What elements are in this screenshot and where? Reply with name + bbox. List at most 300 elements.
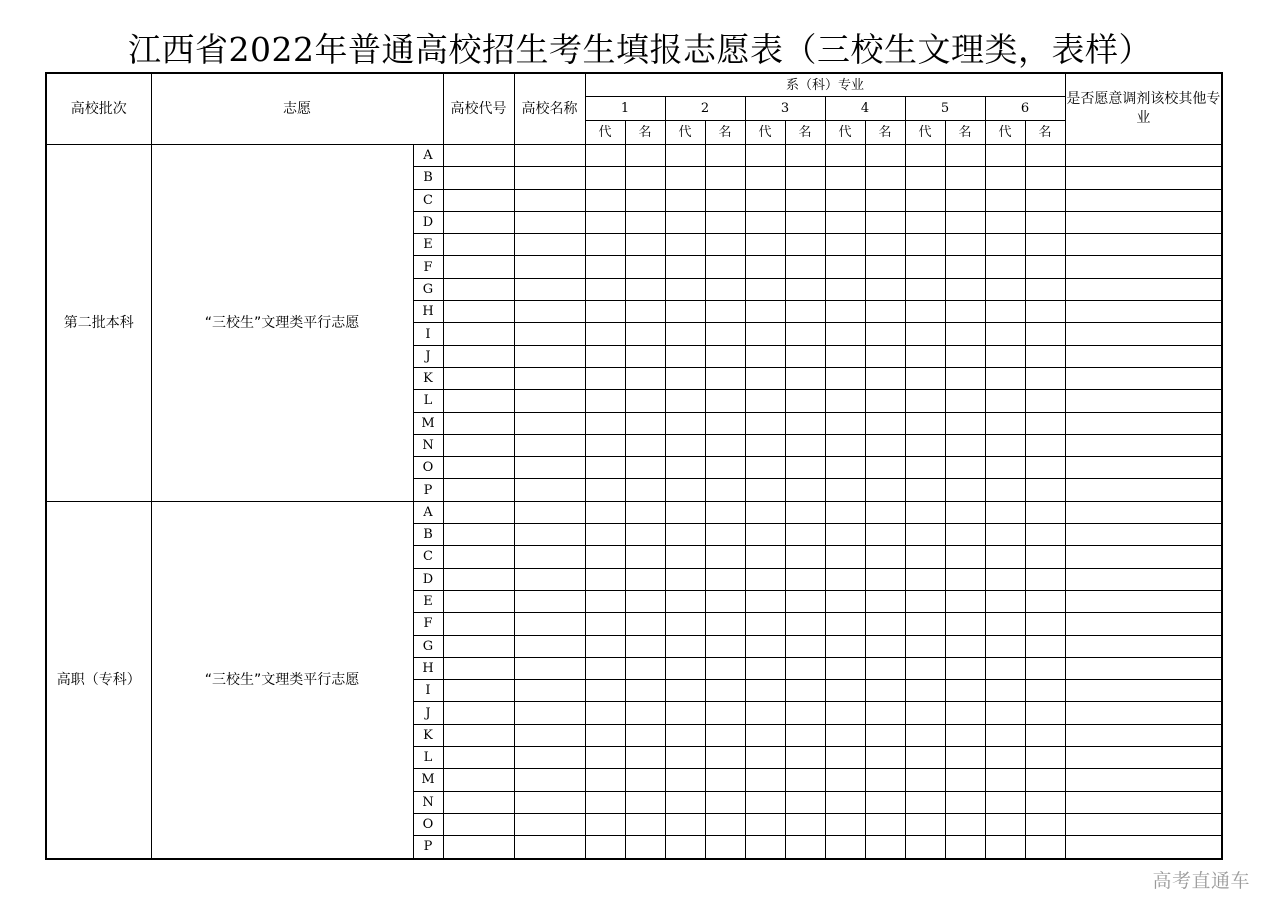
- major-name-cell[interactable]: [1025, 189, 1065, 211]
- major-name-cell[interactable]: [785, 457, 825, 479]
- major-code-cell[interactable]: [585, 167, 625, 189]
- major-code-cell[interactable]: [745, 412, 785, 434]
- major-code-cell[interactable]: [585, 724, 625, 746]
- major-name-cell[interactable]: [625, 145, 665, 167]
- major-code-cell[interactable]: [905, 680, 945, 702]
- major-name-cell[interactable]: [1025, 501, 1065, 523]
- major-code-cell[interactable]: [825, 590, 865, 612]
- major-code-cell[interactable]: [745, 613, 785, 635]
- major-name-cell[interactable]: [865, 278, 905, 300]
- school-code-cell[interactable]: [443, 434, 514, 456]
- major-name-cell[interactable]: [1025, 323, 1065, 345]
- school-name-cell[interactable]: [514, 457, 585, 479]
- major-name-cell[interactable]: [785, 479, 825, 501]
- school-code-cell[interactable]: [443, 390, 514, 412]
- major-name-cell[interactable]: [625, 813, 665, 835]
- major-name-cell[interactable]: [625, 635, 665, 657]
- major-code-cell[interactable]: [985, 256, 1025, 278]
- major-code-cell[interactable]: [665, 769, 705, 791]
- school-name-cell[interactable]: [514, 367, 585, 389]
- major-name-cell[interactable]: [945, 189, 985, 211]
- major-name-cell[interactable]: [625, 546, 665, 568]
- major-name-cell[interactable]: [945, 345, 985, 367]
- major-name-cell[interactable]: [945, 234, 985, 256]
- major-code-cell[interactable]: [585, 813, 625, 835]
- major-name-cell[interactable]: [1025, 546, 1065, 568]
- major-code-cell[interactable]: [665, 613, 705, 635]
- major-code-cell[interactable]: [905, 769, 945, 791]
- major-code-cell[interactable]: [905, 412, 945, 434]
- major-name-cell[interactable]: [945, 211, 985, 233]
- major-name-cell[interactable]: [865, 524, 905, 546]
- major-name-cell[interactable]: [865, 613, 905, 635]
- major-code-cell[interactable]: [585, 680, 625, 702]
- major-code-cell[interactable]: [585, 345, 625, 367]
- major-name-cell[interactable]: [945, 657, 985, 679]
- major-code-cell[interactable]: [985, 568, 1025, 590]
- major-name-cell[interactable]: [1025, 524, 1065, 546]
- major-name-cell[interactable]: [705, 501, 745, 523]
- major-name-cell[interactable]: [705, 568, 745, 590]
- major-code-cell[interactable]: [745, 301, 785, 323]
- major-name-cell[interactable]: [1025, 367, 1065, 389]
- major-name-cell[interactable]: [705, 657, 745, 679]
- major-name-cell[interactable]: [1025, 613, 1065, 635]
- school-code-cell[interactable]: [443, 724, 514, 746]
- major-code-cell[interactable]: [905, 836, 945, 859]
- major-code-cell[interactable]: [585, 434, 625, 456]
- major-name-cell[interactable]: [945, 390, 985, 412]
- major-name-cell[interactable]: [785, 390, 825, 412]
- major-code-cell[interactable]: [665, 813, 705, 835]
- major-code-cell[interactable]: [985, 479, 1025, 501]
- school-name-cell[interactable]: [514, 167, 585, 189]
- major-name-cell[interactable]: [705, 412, 745, 434]
- major-name-cell[interactable]: [1025, 145, 1065, 167]
- major-code-cell[interactable]: [985, 145, 1025, 167]
- adjust-cell[interactable]: [1065, 747, 1222, 769]
- major-name-cell[interactable]: [785, 568, 825, 590]
- major-code-cell[interactable]: [665, 680, 705, 702]
- major-name-cell[interactable]: [705, 724, 745, 746]
- major-name-cell[interactable]: [705, 234, 745, 256]
- major-code-cell[interactable]: [985, 590, 1025, 612]
- major-name-cell[interactable]: [705, 167, 745, 189]
- major-name-cell[interactable]: [785, 613, 825, 635]
- major-code-cell[interactable]: [745, 256, 785, 278]
- major-code-cell[interactable]: [585, 412, 625, 434]
- major-name-cell[interactable]: [945, 479, 985, 501]
- school-code-cell[interactable]: [443, 680, 514, 702]
- major-code-cell[interactable]: [985, 301, 1025, 323]
- school-name-cell[interactable]: [514, 323, 585, 345]
- major-code-cell[interactable]: [585, 613, 625, 635]
- adjust-cell[interactable]: [1065, 702, 1222, 724]
- major-name-cell[interactable]: [865, 702, 905, 724]
- major-name-cell[interactable]: [945, 434, 985, 456]
- major-name-cell[interactable]: [945, 568, 985, 590]
- major-code-cell[interactable]: [825, 145, 865, 167]
- major-code-cell[interactable]: [745, 434, 785, 456]
- major-name-cell[interactable]: [625, 702, 665, 724]
- major-name-cell[interactable]: [785, 546, 825, 568]
- major-name-cell[interactable]: [625, 301, 665, 323]
- major-name-cell[interactable]: [865, 145, 905, 167]
- major-code-cell[interactable]: [825, 234, 865, 256]
- major-code-cell[interactable]: [585, 568, 625, 590]
- major-code-cell[interactable]: [905, 657, 945, 679]
- major-name-cell[interactable]: [785, 367, 825, 389]
- major-code-cell[interactable]: [665, 457, 705, 479]
- major-name-cell[interactable]: [625, 390, 665, 412]
- major-name-cell[interactable]: [625, 434, 665, 456]
- major-name-cell[interactable]: [1025, 680, 1065, 702]
- major-name-cell[interactable]: [705, 256, 745, 278]
- major-name-cell[interactable]: [865, 747, 905, 769]
- major-code-cell[interactable]: [905, 367, 945, 389]
- major-code-cell[interactable]: [585, 590, 625, 612]
- major-name-cell[interactable]: [945, 590, 985, 612]
- major-code-cell[interactable]: [665, 590, 705, 612]
- major-name-cell[interactable]: [865, 590, 905, 612]
- major-code-cell[interactable]: [665, 189, 705, 211]
- school-code-cell[interactable]: [443, 813, 514, 835]
- major-name-cell[interactable]: [625, 211, 665, 233]
- adjust-cell[interactable]: [1065, 791, 1222, 813]
- school-code-cell[interactable]: [443, 702, 514, 724]
- major-code-cell[interactable]: [985, 657, 1025, 679]
- major-name-cell[interactable]: [785, 434, 825, 456]
- major-code-cell[interactable]: [745, 189, 785, 211]
- major-name-cell[interactable]: [945, 167, 985, 189]
- school-code-cell[interactable]: [443, 189, 514, 211]
- major-code-cell[interactable]: [825, 724, 865, 746]
- major-name-cell[interactable]: [1025, 412, 1065, 434]
- major-name-cell[interactable]: [945, 256, 985, 278]
- major-code-cell[interactable]: [665, 546, 705, 568]
- school-name-cell[interactable]: [514, 501, 585, 523]
- major-code-cell[interactable]: [585, 457, 625, 479]
- major-code-cell[interactable]: [825, 813, 865, 835]
- major-name-cell[interactable]: [865, 501, 905, 523]
- major-code-cell[interactable]: [905, 791, 945, 813]
- major-code-cell[interactable]: [745, 813, 785, 835]
- major-code-cell[interactable]: [985, 278, 1025, 300]
- major-name-cell[interactable]: [945, 145, 985, 167]
- major-name-cell[interactable]: [785, 680, 825, 702]
- major-code-cell[interactable]: [985, 635, 1025, 657]
- major-code-cell[interactable]: [905, 702, 945, 724]
- major-name-cell[interactable]: [705, 747, 745, 769]
- school-name-cell[interactable]: [514, 256, 585, 278]
- major-code-cell[interactable]: [905, 457, 945, 479]
- school-code-cell[interactable]: [443, 613, 514, 635]
- major-name-cell[interactable]: [705, 211, 745, 233]
- major-name-cell[interactable]: [625, 412, 665, 434]
- major-name-cell[interactable]: [625, 323, 665, 345]
- adjust-cell[interactable]: [1065, 278, 1222, 300]
- major-code-cell[interactable]: [825, 613, 865, 635]
- major-name-cell[interactable]: [625, 189, 665, 211]
- school-code-cell[interactable]: [443, 367, 514, 389]
- major-code-cell[interactable]: [585, 747, 625, 769]
- major-name-cell[interactable]: [785, 501, 825, 523]
- major-name-cell[interactable]: [865, 345, 905, 367]
- major-code-cell[interactable]: [985, 501, 1025, 523]
- major-code-cell[interactable]: [985, 367, 1025, 389]
- school-code-cell[interactable]: [443, 479, 514, 501]
- school-name-cell[interactable]: [514, 813, 585, 835]
- major-code-cell[interactable]: [985, 189, 1025, 211]
- major-code-cell[interactable]: [985, 390, 1025, 412]
- major-code-cell[interactable]: [905, 747, 945, 769]
- major-name-cell[interactable]: [625, 568, 665, 590]
- major-code-cell[interactable]: [825, 367, 865, 389]
- major-name-cell[interactable]: [865, 167, 905, 189]
- major-name-cell[interactable]: [865, 568, 905, 590]
- major-name-cell[interactable]: [945, 836, 985, 859]
- major-code-cell[interactable]: [585, 390, 625, 412]
- major-code-cell[interactable]: [585, 836, 625, 859]
- major-name-cell[interactable]: [625, 791, 665, 813]
- major-name-cell[interactable]: [945, 680, 985, 702]
- school-name-cell[interactable]: [514, 657, 585, 679]
- major-name-cell[interactable]: [865, 680, 905, 702]
- major-code-cell[interactable]: [745, 234, 785, 256]
- adjust-cell[interactable]: [1065, 167, 1222, 189]
- school-code-cell[interactable]: [443, 524, 514, 546]
- major-code-cell[interactable]: [905, 590, 945, 612]
- school-name-cell[interactable]: [514, 680, 585, 702]
- major-code-cell[interactable]: [745, 501, 785, 523]
- major-name-cell[interactable]: [1025, 256, 1065, 278]
- major-code-cell[interactable]: [745, 390, 785, 412]
- major-name-cell[interactable]: [865, 813, 905, 835]
- school-name-cell[interactable]: [514, 234, 585, 256]
- major-code-cell[interactable]: [585, 189, 625, 211]
- major-code-cell[interactable]: [665, 791, 705, 813]
- major-name-cell[interactable]: [785, 657, 825, 679]
- major-code-cell[interactable]: [745, 546, 785, 568]
- major-code-cell[interactable]: [985, 546, 1025, 568]
- adjust-cell[interactable]: [1065, 590, 1222, 612]
- major-code-cell[interactable]: [825, 412, 865, 434]
- major-name-cell[interactable]: [945, 367, 985, 389]
- adjust-cell[interactable]: [1065, 501, 1222, 523]
- school-name-cell[interactable]: [514, 189, 585, 211]
- major-code-cell[interactable]: [585, 234, 625, 256]
- major-name-cell[interactable]: [625, 657, 665, 679]
- major-name-cell[interactable]: [785, 836, 825, 859]
- major-name-cell[interactable]: [865, 434, 905, 456]
- major-name-cell[interactable]: [785, 323, 825, 345]
- major-code-cell[interactable]: [745, 367, 785, 389]
- major-code-cell[interactable]: [985, 680, 1025, 702]
- major-code-cell[interactable]: [985, 791, 1025, 813]
- school-code-cell[interactable]: [443, 278, 514, 300]
- major-name-cell[interactable]: [705, 189, 745, 211]
- major-code-cell[interactable]: [905, 501, 945, 523]
- major-code-cell[interactable]: [745, 211, 785, 233]
- major-name-cell[interactable]: [785, 635, 825, 657]
- major-name-cell[interactable]: [625, 234, 665, 256]
- major-name-cell[interactable]: [865, 546, 905, 568]
- major-name-cell[interactable]: [945, 613, 985, 635]
- school-code-cell[interactable]: [443, 657, 514, 679]
- adjust-cell[interactable]: [1065, 769, 1222, 791]
- major-code-cell[interactable]: [905, 256, 945, 278]
- adjust-cell[interactable]: [1065, 657, 1222, 679]
- major-code-cell[interactable]: [665, 367, 705, 389]
- major-name-cell[interactable]: [1025, 234, 1065, 256]
- major-name-cell[interactable]: [785, 747, 825, 769]
- school-code-cell[interactable]: [443, 234, 514, 256]
- major-name-cell[interactable]: [785, 724, 825, 746]
- adjust-cell[interactable]: [1065, 613, 1222, 635]
- major-name-cell[interactable]: [625, 278, 665, 300]
- major-code-cell[interactable]: [905, 546, 945, 568]
- major-code-cell[interactable]: [665, 390, 705, 412]
- major-name-cell[interactable]: [945, 323, 985, 345]
- major-code-cell[interactable]: [825, 479, 865, 501]
- major-code-cell[interactable]: [985, 434, 1025, 456]
- major-code-cell[interactable]: [745, 769, 785, 791]
- major-code-cell[interactable]: [985, 524, 1025, 546]
- major-code-cell[interactable]: [825, 167, 865, 189]
- major-name-cell[interactable]: [945, 412, 985, 434]
- major-name-cell[interactable]: [625, 524, 665, 546]
- major-name-cell[interactable]: [705, 613, 745, 635]
- major-code-cell[interactable]: [585, 702, 625, 724]
- major-code-cell[interactable]: [985, 769, 1025, 791]
- school-code-cell[interactable]: [443, 635, 514, 657]
- major-code-cell[interactable]: [745, 278, 785, 300]
- major-name-cell[interactable]: [945, 546, 985, 568]
- school-name-cell[interactable]: [514, 479, 585, 501]
- school-name-cell[interactable]: [514, 702, 585, 724]
- school-code-cell[interactable]: [443, 145, 514, 167]
- major-code-cell[interactable]: [665, 256, 705, 278]
- major-code-cell[interactable]: [665, 412, 705, 434]
- major-name-cell[interactable]: [625, 501, 665, 523]
- major-name-cell[interactable]: [865, 367, 905, 389]
- major-code-cell[interactable]: [585, 501, 625, 523]
- major-code-cell[interactable]: [585, 657, 625, 679]
- major-name-cell[interactable]: [1025, 836, 1065, 859]
- major-code-cell[interactable]: [825, 657, 865, 679]
- major-name-cell[interactable]: [625, 345, 665, 367]
- adjust-cell[interactable]: [1065, 680, 1222, 702]
- major-name-cell[interactable]: [945, 791, 985, 813]
- major-name-cell[interactable]: [1025, 657, 1065, 679]
- school-code-cell[interactable]: [443, 457, 514, 479]
- major-code-cell[interactable]: [745, 479, 785, 501]
- school-name-cell[interactable]: [514, 145, 585, 167]
- major-code-cell[interactable]: [585, 145, 625, 167]
- major-name-cell[interactable]: [785, 145, 825, 167]
- major-name-cell[interactable]: [785, 412, 825, 434]
- major-code-cell[interactable]: [745, 791, 785, 813]
- major-code-cell[interactable]: [905, 323, 945, 345]
- major-code-cell[interactable]: [665, 501, 705, 523]
- adjust-cell[interactable]: [1065, 345, 1222, 367]
- major-code-cell[interactable]: [745, 635, 785, 657]
- major-name-cell[interactable]: [785, 524, 825, 546]
- major-name-cell[interactable]: [1025, 167, 1065, 189]
- adjust-cell[interactable]: [1065, 635, 1222, 657]
- major-code-cell[interactable]: [585, 479, 625, 501]
- major-name-cell[interactable]: [1025, 813, 1065, 835]
- major-code-cell[interactable]: [665, 702, 705, 724]
- major-code-cell[interactable]: [985, 457, 1025, 479]
- school-code-cell[interactable]: [443, 568, 514, 590]
- major-code-cell[interactable]: [985, 724, 1025, 746]
- school-name-cell[interactable]: [514, 836, 585, 859]
- school-code-cell[interactable]: [443, 167, 514, 189]
- major-name-cell[interactable]: [625, 613, 665, 635]
- major-name-cell[interactable]: [945, 747, 985, 769]
- adjust-cell[interactable]: [1065, 836, 1222, 859]
- major-name-cell[interactable]: [705, 457, 745, 479]
- major-name-cell[interactable]: [705, 635, 745, 657]
- school-name-cell[interactable]: [514, 524, 585, 546]
- major-name-cell[interactable]: [865, 791, 905, 813]
- major-name-cell[interactable]: [945, 813, 985, 835]
- major-code-cell[interactable]: [825, 769, 865, 791]
- major-name-cell[interactable]: [785, 345, 825, 367]
- adjust-cell[interactable]: [1065, 189, 1222, 211]
- major-name-cell[interactable]: [945, 278, 985, 300]
- major-name-cell[interactable]: [945, 301, 985, 323]
- major-name-cell[interactable]: [625, 724, 665, 746]
- major-name-cell[interactable]: [865, 256, 905, 278]
- major-name-cell[interactable]: [865, 479, 905, 501]
- major-name-cell[interactable]: [625, 769, 665, 791]
- major-name-cell[interactable]: [865, 657, 905, 679]
- school-code-cell[interactable]: [443, 769, 514, 791]
- adjust-cell[interactable]: [1065, 412, 1222, 434]
- school-name-cell[interactable]: [514, 613, 585, 635]
- major-name-cell[interactable]: [1025, 301, 1065, 323]
- major-name-cell[interactable]: [705, 434, 745, 456]
- major-code-cell[interactable]: [585, 278, 625, 300]
- school-code-cell[interactable]: [443, 256, 514, 278]
- major-code-cell[interactable]: [745, 524, 785, 546]
- major-name-cell[interactable]: [785, 167, 825, 189]
- major-name-cell[interactable]: [1025, 345, 1065, 367]
- major-code-cell[interactable]: [665, 434, 705, 456]
- major-code-cell[interactable]: [825, 791, 865, 813]
- major-name-cell[interactable]: [705, 479, 745, 501]
- major-name-cell[interactable]: [625, 836, 665, 859]
- adjust-cell[interactable]: [1065, 457, 1222, 479]
- major-name-cell[interactable]: [1025, 590, 1065, 612]
- major-code-cell[interactable]: [665, 345, 705, 367]
- major-name-cell[interactable]: [625, 167, 665, 189]
- major-code-cell[interactable]: [905, 724, 945, 746]
- major-name-cell[interactable]: [865, 457, 905, 479]
- school-code-cell[interactable]: [443, 345, 514, 367]
- major-code-cell[interactable]: [665, 657, 705, 679]
- major-name-cell[interactable]: [785, 278, 825, 300]
- school-code-cell[interactable]: [443, 747, 514, 769]
- adjust-cell[interactable]: [1065, 323, 1222, 345]
- school-name-cell[interactable]: [514, 434, 585, 456]
- school-name-cell[interactable]: [514, 769, 585, 791]
- major-code-cell[interactable]: [825, 434, 865, 456]
- adjust-cell[interactable]: [1065, 434, 1222, 456]
- major-code-cell[interactable]: [665, 568, 705, 590]
